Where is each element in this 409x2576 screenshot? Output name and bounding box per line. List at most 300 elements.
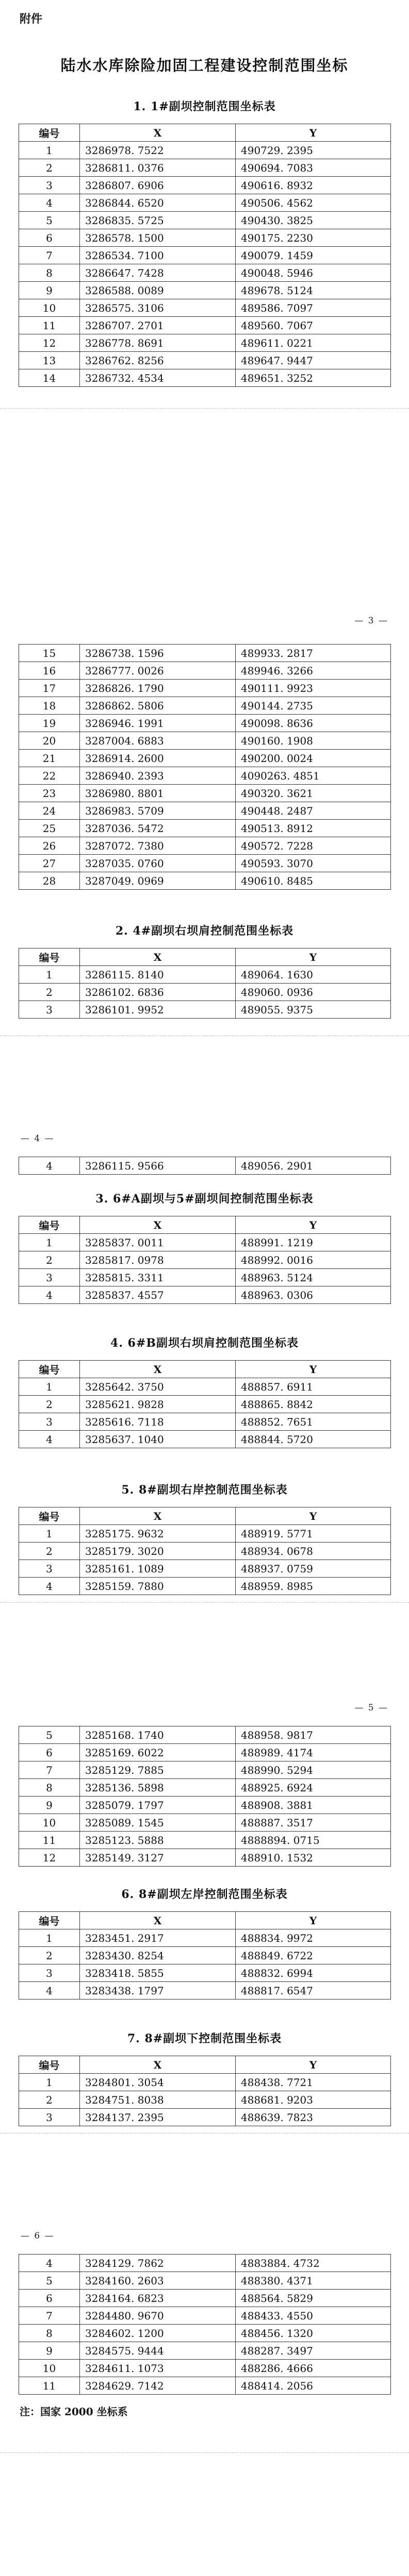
x-coordinate: 3286778. 8691: [80, 334, 236, 352]
point-number: 10: [19, 1814, 80, 1832]
header-x: X: [80, 1361, 236, 1378]
table-row: [19, 2342, 391, 2360]
table-row: [19, 282, 391, 299]
table-row: [19, 247, 391, 264]
point-number: 1: [19, 2074, 80, 2091]
y-coordinate: 490593. 3070: [236, 855, 391, 872]
y-coordinate: 490048. 5946: [236, 264, 391, 282]
x-coordinate: 3286978. 7522: [80, 142, 236, 159]
header-no: 编号: [19, 1361, 80, 1378]
table-row: [19, 334, 391, 352]
header-x: X: [80, 1216, 236, 1234]
point-number: 7: [19, 2307, 80, 2325]
x-coordinate: 3285079. 1797: [80, 1797, 236, 1814]
x-coordinate: 3285179. 3020: [80, 1543, 236, 1560]
y-coordinate: 489678. 5124: [236, 282, 391, 299]
x-coordinate: 3286534. 7100: [80, 247, 236, 264]
x-coordinate: 3284164. 6823: [80, 2290, 236, 2307]
x-coordinate: 3285637. 1040: [80, 1431, 236, 1448]
table-row: [19, 1251, 391, 1269]
x-coordinate: 3286647. 7428: [80, 264, 236, 282]
y-coordinate: 488380. 4371: [236, 2272, 391, 2290]
header-no: 编号: [19, 1216, 80, 1234]
point-number: 5: [19, 2272, 80, 2290]
table-row: [19, 1525, 391, 1543]
point-number: 19: [19, 715, 80, 732]
y-coordinate: 488934. 0678: [236, 1543, 391, 1560]
table-row: [19, 715, 391, 732]
x-coordinate: 3287004. 6883: [80, 732, 236, 750]
table-row: [19, 2307, 391, 2325]
point-number: 28: [19, 872, 80, 890]
point-number: 2: [19, 1396, 80, 1413]
point-number: 13: [19, 352, 80, 369]
y-coordinate: 488989. 4174: [236, 1744, 391, 1761]
coordinate-table: [19, 948, 391, 1019]
y-coordinate: 490448. 2487: [236, 802, 391, 820]
y-coordinate: 489586. 7097: [236, 299, 391, 317]
x-coordinate: 3283418. 5855: [80, 1964, 236, 1982]
x-coordinate: 3286762. 8256: [80, 352, 236, 369]
x-coordinate: 3284602. 1200: [80, 2325, 236, 2342]
point-number: 4: [19, 2255, 80, 2272]
table-row: [19, 855, 391, 872]
y-coordinate: 489060. 0936: [236, 984, 391, 1001]
y-coordinate: 488287. 3497: [236, 2342, 391, 2360]
page-number: — 3 —: [354, 616, 388, 626]
x-coordinate: 3285136. 5898: [80, 1779, 236, 1797]
point-number: 4: [19, 1578, 80, 1595]
header-y: Y: [236, 1216, 391, 1234]
page-divider: [0, 408, 409, 409]
point-number: 8: [19, 1779, 80, 1797]
y-coordinate: 490506. 4562: [236, 194, 391, 212]
table-row: [19, 645, 391, 662]
x-coordinate: 3285161. 1089: [80, 1560, 236, 1578]
table-row: [19, 1269, 391, 1286]
point-number: 3: [19, 1269, 80, 1286]
x-coordinate: 3286578. 1500: [80, 229, 236, 247]
table-row: [19, 352, 391, 369]
table-row: [19, 2360, 391, 2377]
table-row: [19, 1543, 391, 1560]
table-row: [19, 1849, 391, 1867]
table-row: [19, 1929, 391, 1947]
point-number: 1: [19, 142, 80, 159]
table-row: [19, 1726, 391, 1744]
table-row: [19, 1814, 391, 1832]
point-number: 6: [19, 229, 80, 247]
table-row: [19, 1779, 391, 1797]
point-number: 22: [19, 767, 80, 785]
x-coordinate: 3286115. 8140: [80, 966, 236, 984]
point-number: 4: [19, 1982, 80, 1999]
point-number: 3: [19, 1560, 80, 1578]
table-row: [19, 820, 391, 837]
point-number: 3: [19, 1413, 80, 1431]
y-coordinate: 488991. 1219: [236, 1234, 391, 1251]
y-coordinate: 488958. 9817: [236, 1726, 391, 1744]
table-row: [19, 680, 391, 697]
point-number: 12: [19, 1849, 80, 1867]
y-coordinate: 488456. 1320: [236, 2325, 391, 2342]
point-number: 27: [19, 855, 80, 872]
table-row: [19, 966, 391, 984]
y-coordinate: 489056. 2901: [236, 1157, 391, 1175]
x-coordinate: 3284137. 2395: [80, 2109, 236, 2126]
x-coordinate: 3286811. 0376: [80, 159, 236, 177]
document-title: 陆水水库除险加固工程建设控制范围坐标: [60, 57, 349, 74]
section-title: 5. 8#副坝右岸控制范围坐标表: [121, 1483, 288, 1497]
x-coordinate: 3286115. 9566: [80, 1157, 236, 1175]
y-coordinate: 489946. 3266: [236, 662, 391, 680]
point-number: 3: [19, 1001, 80, 1019]
table-row: [19, 1157, 391, 1175]
y-coordinate: 490320. 3621: [236, 785, 391, 802]
point-number: 1: [19, 1378, 80, 1396]
point-number: 5: [19, 1726, 80, 1744]
table-row: [19, 2377, 391, 2395]
table-row: [19, 317, 391, 334]
page-divider: [0, 2452, 409, 2453]
point-number: 10: [19, 2360, 80, 2377]
table-row: [19, 767, 391, 785]
x-coordinate: 3283438. 1797: [80, 1982, 236, 1999]
y-coordinate: 490694. 7083: [236, 159, 391, 177]
y-coordinate: 488414. 2056: [236, 2377, 391, 2395]
table-row: [19, 1378, 391, 1396]
point-number: 6: [19, 1744, 80, 1761]
y-coordinate: 488438. 7721: [236, 2074, 391, 2091]
x-coordinate: 3285123. 5888: [80, 1832, 236, 1849]
y-coordinate: 489651. 3252: [236, 369, 391, 387]
table-row: [19, 1431, 391, 1448]
x-coordinate: 3283430. 8254: [80, 1947, 236, 1964]
table-row: [19, 662, 391, 680]
point-number: 23: [19, 785, 80, 802]
header-x: X: [80, 948, 236, 966]
coordinate-system-note: 注：国家 2000 坐标系: [20, 2405, 128, 2418]
header-no: 编号: [19, 948, 80, 966]
y-coordinate: 488433. 4550: [236, 2307, 391, 2325]
y-coordinate: 488908. 3881: [236, 1797, 391, 1814]
x-coordinate: 3286844. 6520: [80, 194, 236, 212]
y-coordinate: 488834. 9972: [236, 1929, 391, 1947]
point-number: 9: [19, 2342, 80, 2360]
x-coordinate: 3286826. 1790: [80, 680, 236, 697]
y-coordinate: 488910. 1532: [236, 1849, 391, 1867]
x-coordinate: 3287049. 0969: [80, 872, 236, 890]
coordinate-table: [19, 1157, 391, 1175]
x-coordinate: 3286777. 0026: [80, 662, 236, 680]
table-row: [19, 837, 391, 855]
y-coordinate: 488849. 6722: [236, 1947, 391, 1964]
x-coordinate: 3286983. 5709: [80, 802, 236, 820]
point-number: 2: [19, 1947, 80, 1964]
coordinate-table: [19, 124, 391, 387]
table-row: [19, 299, 391, 317]
header-x: X: [80, 1507, 236, 1525]
table-row: [19, 1797, 391, 1814]
x-coordinate: 3285616. 7118: [80, 1413, 236, 1431]
point-number: 2: [19, 1543, 80, 1560]
x-coordinate: 3284751. 8038: [80, 2091, 236, 2109]
table-row: [19, 1964, 391, 1982]
point-number: 4: [19, 194, 80, 212]
y-coordinate: 490160. 1908: [236, 732, 391, 750]
point-number: 2: [19, 159, 80, 177]
x-coordinate: 3286732. 4534: [80, 369, 236, 387]
table-row: [19, 2255, 391, 2272]
x-coordinate: 3286101. 9952: [80, 1001, 236, 1019]
table-row: [19, 1560, 391, 1578]
header-no: 编号: [19, 2056, 80, 2074]
x-coordinate: 3285159. 7880: [80, 1578, 236, 1595]
point-number: 18: [19, 697, 80, 715]
y-coordinate: 490610. 8485: [236, 872, 391, 890]
table-row: [19, 2272, 391, 2290]
section-title: 7. 8#副坝下控制范围坐标表: [127, 2032, 282, 2045]
y-coordinate: 4090263. 4851: [236, 767, 391, 785]
point-number: 1: [19, 966, 80, 984]
point-number: 17: [19, 680, 80, 697]
table-row: [19, 142, 391, 159]
header-no: 编号: [19, 1912, 80, 1929]
coordinate-table: [19, 1507, 391, 1595]
point-number: 1: [19, 1525, 80, 1543]
section-title: 4. 6#B副坝右坝肩控制范围坐标表: [110, 1336, 299, 1350]
point-number: 2: [19, 1251, 80, 1269]
point-number: 3: [19, 1964, 80, 1982]
point-number: 20: [19, 732, 80, 750]
y-coordinate: 490098. 8636: [236, 715, 391, 732]
x-coordinate: 3285642. 3750: [80, 1378, 236, 1396]
table-row: [19, 1396, 391, 1413]
table-row: [19, 1832, 391, 1849]
table-row: [19, 159, 391, 177]
table-row: [19, 1947, 391, 1964]
table-row: [19, 1413, 391, 1431]
y-coordinate: 490144. 2735: [236, 697, 391, 715]
x-coordinate: 3285621. 9828: [80, 1396, 236, 1413]
y-coordinate: 488959. 8985: [236, 1578, 391, 1595]
y-coordinate: 490175. 2230: [236, 229, 391, 247]
point-number: 8: [19, 2325, 80, 2342]
y-coordinate: 489560. 7067: [236, 317, 391, 334]
y-coordinate: 488852. 7651: [236, 1413, 391, 1431]
y-coordinate: 488844. 5720: [236, 1431, 391, 1448]
table-row: [19, 1234, 391, 1251]
point-number: 2: [19, 984, 80, 1001]
table-row: [19, 732, 391, 750]
coordinate-table: [19, 644, 391, 890]
header-y: Y: [236, 2056, 391, 2074]
y-coordinate: 488990. 5294: [236, 1761, 391, 1779]
section-title: 2. 4#副坝右坝肩控制范围坐标表: [115, 924, 294, 938]
table-row: [19, 1578, 391, 1595]
y-coordinate: 488639. 7823: [236, 2109, 391, 2126]
x-coordinate: 3286946. 1991: [80, 715, 236, 732]
table-row: [19, 2290, 391, 2307]
page-number: — 6 —: [21, 2231, 55, 2241]
table-row: [19, 212, 391, 229]
x-coordinate: 3286707. 2701: [80, 317, 236, 334]
y-coordinate: 488865. 8842: [236, 1396, 391, 1413]
header-y: Y: [236, 1507, 391, 1525]
point-number: 12: [19, 334, 80, 352]
point-number: 4: [19, 1431, 80, 1448]
point-number: 14: [19, 369, 80, 387]
table-row: [19, 229, 391, 247]
point-number: 24: [19, 802, 80, 820]
x-coordinate: 3284629. 7142: [80, 2377, 236, 2395]
x-coordinate: 3285168. 1740: [80, 1726, 236, 1744]
x-coordinate: 3285817. 0978: [80, 1251, 236, 1269]
coordinate-table: [19, 1216, 391, 1304]
x-coordinate: 3287035. 0760: [80, 855, 236, 872]
table-row: [19, 1286, 391, 1304]
section-title: 1. 1#副坝控制范围坐标表: [133, 100, 276, 113]
y-coordinate: 490200. 0024: [236, 750, 391, 767]
x-coordinate: 3284801. 3054: [80, 2074, 236, 2091]
x-coordinate: 3283451. 2917: [80, 1929, 236, 1947]
y-coordinate: 488832. 6994: [236, 1964, 391, 1982]
header-y: Y: [236, 124, 391, 142]
header-x: X: [80, 1912, 236, 1929]
coordinate-table: [19, 2056, 391, 2126]
coordinate-table: [19, 1911, 391, 1999]
page-divider: [0, 1602, 409, 1603]
coordinate-table: [19, 1360, 391, 1448]
y-coordinate: 488963. 0306: [236, 1286, 391, 1304]
y-coordinate: 490513. 8912: [236, 820, 391, 837]
y-coordinate: 488963. 5124: [236, 1269, 391, 1286]
x-coordinate: 3284611. 1073: [80, 2360, 236, 2377]
coordinate-table: [19, 1726, 391, 1867]
header-no: 编号: [19, 124, 80, 142]
point-number: 9: [19, 282, 80, 299]
x-coordinate: 3284160. 2603: [80, 2272, 236, 2290]
y-coordinate: 490572. 7228: [236, 837, 391, 855]
y-coordinate: 490729. 2395: [236, 142, 391, 159]
y-coordinate: 488857. 6911: [236, 1378, 391, 1396]
point-number: 16: [19, 662, 80, 680]
point-number: 1: [19, 1929, 80, 1947]
coordinate-table: [19, 2254, 391, 2395]
y-coordinate: 489611. 0221: [236, 334, 391, 352]
point-number: 5: [19, 212, 80, 229]
y-coordinate: 488286. 4666: [236, 2360, 391, 2377]
table-row: [19, 1744, 391, 1761]
table-row: [19, 984, 391, 1001]
y-coordinate: 490616. 8932: [236, 177, 391, 194]
table-row: [19, 194, 391, 212]
y-coordinate: 488887. 3517: [236, 1814, 391, 1832]
point-number: 10: [19, 299, 80, 317]
x-coordinate: 3285129. 7885: [80, 1761, 236, 1779]
x-coordinate: 3284129. 7862: [80, 2255, 236, 2272]
x-coordinate: 3284575. 9444: [80, 2342, 236, 2360]
point-number: 4: [19, 1157, 80, 1175]
x-coordinate: 3285089. 1545: [80, 1814, 236, 1832]
x-coordinate: 3287072. 7380: [80, 837, 236, 855]
point-number: 11: [19, 2377, 80, 2395]
page-number: — 5 —: [354, 1703, 388, 1713]
y-coordinate: 4883884. 4732: [236, 2255, 391, 2272]
x-coordinate: 3286835. 5725: [80, 212, 236, 229]
x-coordinate: 3287036. 5472: [80, 820, 236, 837]
point-number: 15: [19, 645, 80, 662]
x-coordinate: 3286738. 1596: [80, 645, 236, 662]
x-coordinate: 3285837. 0011: [80, 1234, 236, 1251]
x-coordinate: 3285815. 3311: [80, 1269, 236, 1286]
point-number: 7: [19, 247, 80, 264]
y-coordinate: 488817. 6547: [236, 1982, 391, 1999]
y-coordinate: 488681. 9203: [236, 2091, 391, 2109]
point-number: 3: [19, 2109, 80, 2126]
x-coordinate: 3286914. 2600: [80, 750, 236, 767]
table-row: [19, 802, 391, 820]
x-coordinate: 3286980. 8801: [80, 785, 236, 802]
y-coordinate: 488919. 5771: [236, 1525, 391, 1543]
header-y: Y: [236, 948, 391, 966]
table-row: [19, 2325, 391, 2342]
x-coordinate: 3286588. 0089: [80, 282, 236, 299]
y-coordinate: 490111. 9923: [236, 680, 391, 697]
x-coordinate: 3286862. 5806: [80, 697, 236, 715]
y-coordinate: 490430. 3825: [236, 212, 391, 229]
y-coordinate: 490079. 1459: [236, 247, 391, 264]
table-row: [19, 750, 391, 767]
table-row: [19, 2091, 391, 2109]
table-row: [19, 1001, 391, 1019]
table-row: [19, 785, 391, 802]
y-coordinate: 489055. 9375: [236, 1001, 391, 1019]
table-row: [19, 2074, 391, 2091]
x-coordinate: 3285837. 4557: [80, 1286, 236, 1304]
point-number: 7: [19, 1761, 80, 1779]
point-number: 8: [19, 264, 80, 282]
y-coordinate: 488564. 5829: [236, 2290, 391, 2307]
point-number: 6: [19, 2290, 80, 2307]
y-coordinate: 4888894. 0715: [236, 1832, 391, 1849]
point-number: 1: [19, 1234, 80, 1251]
table-row: [19, 177, 391, 194]
table-row: [19, 369, 391, 387]
y-coordinate: 489933. 2817: [236, 645, 391, 662]
point-number: 26: [19, 837, 80, 855]
point-number: 3: [19, 177, 80, 194]
y-coordinate: 488992. 0016: [236, 1251, 391, 1269]
table-row: [19, 1982, 391, 1999]
header-no: 编号: [19, 1507, 80, 1525]
point-number: 25: [19, 820, 80, 837]
table-row: [19, 264, 391, 282]
y-coordinate: 488925. 6924: [236, 1779, 391, 1797]
header-y: Y: [236, 1912, 391, 1929]
table-row: [19, 872, 391, 890]
x-coordinate: 3286575. 3106: [80, 299, 236, 317]
section-title: 6. 8#副坝左岸控制范围坐标表: [121, 1888, 288, 1901]
x-coordinate: 3285175. 9632: [80, 1525, 236, 1543]
point-number: 9: [19, 1797, 80, 1814]
point-number: 11: [19, 317, 80, 334]
x-coordinate: 3285169. 6022: [80, 1744, 236, 1761]
table-row: [19, 697, 391, 715]
point-number: 2: [19, 2091, 80, 2109]
x-coordinate: 3286102. 6836: [80, 984, 236, 1001]
header-x: X: [80, 2056, 236, 2074]
